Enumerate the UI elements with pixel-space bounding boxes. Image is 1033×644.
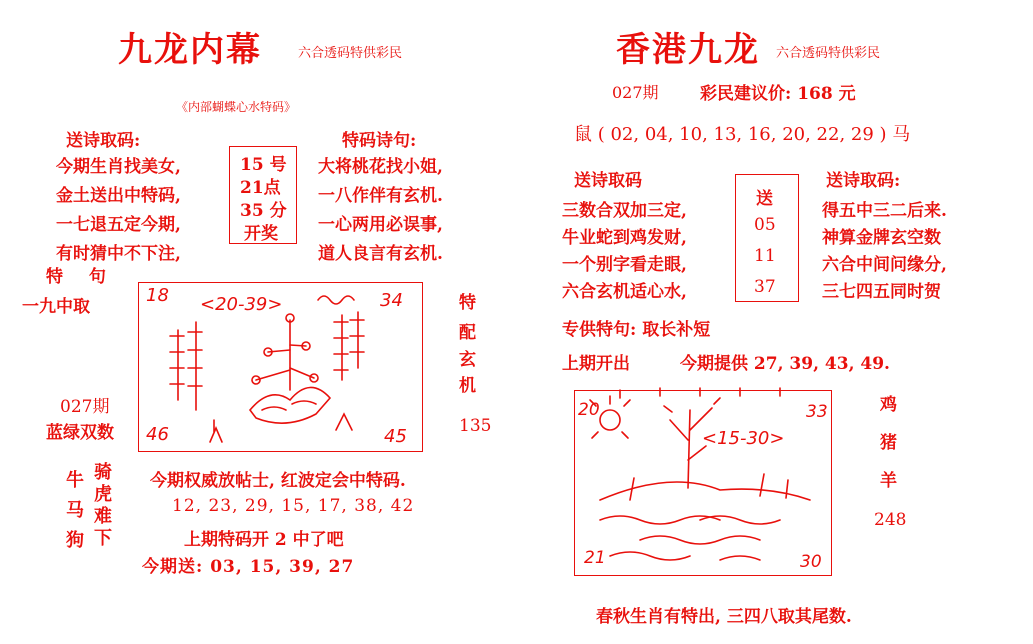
right-special: 专供特句: 取长补短 bbox=[562, 320, 711, 340]
right-rat-line: 鼠 ( 02, 04, 10, 13, 16, 20, 22, 29 ) 马 bbox=[574, 124, 911, 145]
left-animal: 马 bbox=[66, 500, 84, 521]
left-title: 九龙内幕 bbox=[118, 30, 262, 70]
right-poem-label-right: 送诗取码: bbox=[826, 171, 901, 191]
right-send-box-line: 05 bbox=[754, 215, 776, 235]
left-subtitle: 六合透码特供彩民 bbox=[298, 46, 403, 61]
right-side-animal: 猪 bbox=[880, 433, 897, 453]
right-drawing-scene bbox=[590, 388, 810, 560]
right-poem-left-line: 六合玄机适心水, bbox=[562, 282, 687, 302]
left-special-poem-label: 特码诗句: bbox=[342, 131, 417, 151]
right-side-animal: 羊 bbox=[880, 471, 897, 491]
left-idiom-char: 虎 bbox=[94, 484, 112, 505]
left-special-poem-line: 大将桃花找小姐, bbox=[318, 157, 443, 177]
left-drawing-tr: 34 bbox=[380, 290, 403, 311]
right-send-box-line: 37 bbox=[754, 277, 776, 297]
left-poem-line: 今期生肖找美女, bbox=[56, 157, 181, 177]
left-drawing-range: <20-39> bbox=[200, 294, 283, 315]
left-idiom-char: 骑 bbox=[94, 462, 112, 483]
left-time-line: 21点 bbox=[240, 178, 281, 198]
right-side-animal: 鸡 bbox=[880, 395, 897, 415]
left-blue-green: 蓝绿双数 bbox=[46, 423, 114, 443]
right-side-number: 248 bbox=[874, 510, 907, 530]
left-time-line: 35 分 bbox=[240, 201, 287, 221]
left-time-line: 15 号 bbox=[240, 155, 287, 175]
left-animal: 狗 bbox=[66, 530, 84, 551]
left-special-poem-line: 一八作伴有玄机. bbox=[318, 186, 443, 206]
left-special-poem-line: 一心两用必误事, bbox=[318, 215, 443, 235]
right-poem-left-line: 一个别字看走眼, bbox=[562, 255, 687, 275]
right-drawing-tr: 33 bbox=[806, 402, 828, 422]
right-bottom-line: 春秋生肖有特出, 三四八取其尾数. bbox=[596, 607, 852, 627]
left-special-sentence: 一九中取 bbox=[22, 297, 90, 317]
left-special-poem-line: 道人良言有玄机. bbox=[318, 244, 443, 264]
left-animal: 牛 bbox=[66, 470, 84, 491]
right-send-box-line: 11 bbox=[754, 246, 776, 266]
right-drawing-bl: 21 bbox=[584, 548, 606, 568]
left-time-line: 开奖 bbox=[244, 224, 278, 244]
right-poem-right-line: 得五中三二后来. bbox=[822, 201, 947, 221]
left-side-vertical: 配 bbox=[459, 323, 476, 343]
left-side-vertical: 玄 bbox=[459, 350, 476, 370]
left-last-period: 上期特码开 2 中了吧 bbox=[184, 530, 344, 550]
right-poem-left-line: 牛业蛇到鸡发财, bbox=[562, 228, 687, 248]
right-send-box-line: 送 bbox=[756, 189, 773, 209]
right-poem-left-line: 三数合双加三定, bbox=[562, 201, 687, 221]
left-banner: 《内部蝴蝶心水特码》 bbox=[176, 100, 297, 114]
right-last-open: 上期开出 bbox=[562, 354, 630, 374]
left-drawing-bl: 46 bbox=[146, 424, 169, 445]
left-poem-line: 一七退五定今期, bbox=[56, 215, 181, 235]
right-drawing-range: <15-30> bbox=[702, 428, 785, 449]
left-poem-line: 金土送出中特码, bbox=[56, 186, 181, 206]
right-poem-right-line: 神算金牌玄空数 bbox=[822, 228, 941, 248]
right-today: 今期提供 27, 39, 43, 49. bbox=[680, 354, 890, 374]
right-poem-right-line: 三七四五同时贺 bbox=[822, 282, 941, 302]
left-side-vertical: 特 bbox=[459, 293, 476, 313]
left-side-vertical: 机 bbox=[459, 376, 476, 396]
right-price: 彩民建议价: 168 元 bbox=[700, 84, 856, 104]
left-poem-line: 有时猜中不下注, bbox=[56, 244, 181, 264]
left-idiom-char: 下 bbox=[94, 528, 112, 549]
left-idiom-char: 难 bbox=[94, 506, 112, 527]
left-authority: 今期权威放帖士, 红波定会中特码. bbox=[150, 471, 406, 491]
left-drawing-br: 45 bbox=[384, 426, 407, 447]
left-drawing-tl: 18 bbox=[146, 285, 169, 306]
right-poem-right-line: 六合中间问缘分, bbox=[822, 255, 947, 275]
left-side-number: 135 bbox=[459, 416, 492, 436]
right-poem-label-left: 送诗取码 bbox=[574, 171, 642, 191]
left-special-sentence-label: 特 句 bbox=[46, 267, 116, 287]
right-title: 香港九龙 bbox=[616, 30, 760, 70]
left-numbers-line: 12, 23, 29, 15, 17, 38, 42 bbox=[172, 496, 415, 516]
left-drawing-flower bbox=[210, 314, 352, 442]
left-send-line: 今期送: 03, 15, 39, 27 bbox=[142, 557, 355, 577]
left-drawing-marks bbox=[170, 296, 364, 410]
left-poem-label: 送诗取码: bbox=[66, 131, 141, 151]
right-subtitle: 六合透码特供彩民 bbox=[776, 46, 881, 61]
left-issue: 027期 bbox=[60, 397, 110, 417]
right-drawing-tl: 20 bbox=[578, 400, 600, 420]
right-issue: 027期 bbox=[612, 83, 659, 102]
right-drawing-br: 30 bbox=[800, 552, 822, 572]
